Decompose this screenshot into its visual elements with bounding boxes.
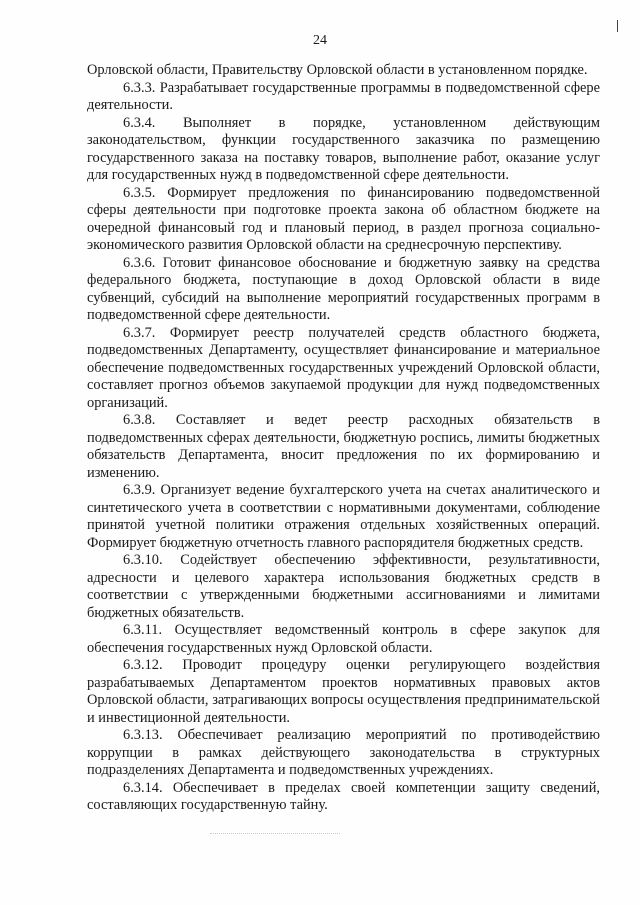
page-number: 24 bbox=[313, 33, 327, 48]
paragraph-6-3-8: 6.3.8. Составляет и ведет реестр расходных обязательств в подведомственных сферах деятельности, бюджетную роспись, лимиты бюджетных обязательств Департамента, вносит предложения по их формированию и изменению. bbox=[87, 412, 600, 481]
scan-artifact bbox=[210, 833, 340, 838]
paragraph-6-3-10: 6.3.10. Содействует обеспечению эффективности, результативности, адресности и целевого характера использования бюджетных средств в соответствии с утвержденными бюджетными ассигнованиями и лимитами бюджетных обязательств. bbox=[87, 552, 600, 621]
scan-mark bbox=[617, 20, 618, 32]
paragraph-6-3-11: 6.3.11. Осуществляет ведомственный контроль в сфере закупок для обеспечения государственных нужд Орловской области. bbox=[87, 622, 600, 656]
paragraph-6-3-6: 6.3.6. Готовит финансовое обоснование и бюджетную заявку на средства федерального бюджета, поступающие в доход Орловской области в виде субвенций, субсидий на выполнение мероприятий государственных программ в подведомственной сфере деятельности. bbox=[87, 254, 600, 323]
paragraph-6-3-12: 6.3.12. Проводит процедуру оценки регулирующего воздействия разрабатываемых Департаментом проектов нормативных правовых актов Орловской области, затрагивающих вопросы осуществления предпринимательской и инвестиционной деятельности. bbox=[87, 657, 600, 726]
paragraph-6-3-14: 6.3.14. Обеспечивает в пределах своей компетенции защиту сведений, составляющих государственную тайну. bbox=[87, 779, 600, 813]
document-body bbox=[87, 62, 600, 815]
paragraph-6-3-3: 6.3.3. Разрабатывает государственные программы в подведомственной сфере деятельности. bbox=[87, 79, 600, 113]
paragraph-continuation: Орловской области, Правительству Орловской области в установленном порядке. bbox=[87, 62, 588, 78]
paragraph-6-3-5: 6.3.5. Формирует предложения по финансированию подведомственной сферы деятельности при подготовке проекта закона об областном бюджете на очередной финансовый год и плановый период, в раздел прогноза социально-экономического развития Орловской области на среднесрочную перспективу. bbox=[87, 184, 600, 253]
paragraph-6-3-4: 6.3.4. Выполняет в порядке, установленном действующим законодательством, функции государственного заказчика по размещению государственного заказа на поставку товаров, выполнение работ, оказание услуг для государственных нужд в подведомственной сфере деятельности. bbox=[87, 114, 600, 183]
paragraph-6-3-13: 6.3.13. Обеспечивает реализацию мероприятий по противодействию коррупции в рамках действующего законодательства в структурных подразделениях Департамента и подведомственных учреждениях. bbox=[87, 727, 600, 778]
paragraph-6-3-9: 6.3.9. Организует ведение бухгалтерского учета на счетах аналитического и синтетического учета в соответствии с нормативными документами, соблюдение принятой учетной политики отражения отдельных хозяйственных операций. Формирует бюджетную отчетность главного распорядителя бюджетных средств. bbox=[87, 482, 600, 551]
paragraph-6-3-7: 6.3.7. Формирует реестр получателей средств областного бюджета, подведомственных Департаменту, осуществляет финансирование и материальное обеспечение подведомственных государственных учреждений Орловской области, составляет прогноз объемов закупаемой продукции для нужд подведомственных организаций. bbox=[87, 324, 600, 411]
